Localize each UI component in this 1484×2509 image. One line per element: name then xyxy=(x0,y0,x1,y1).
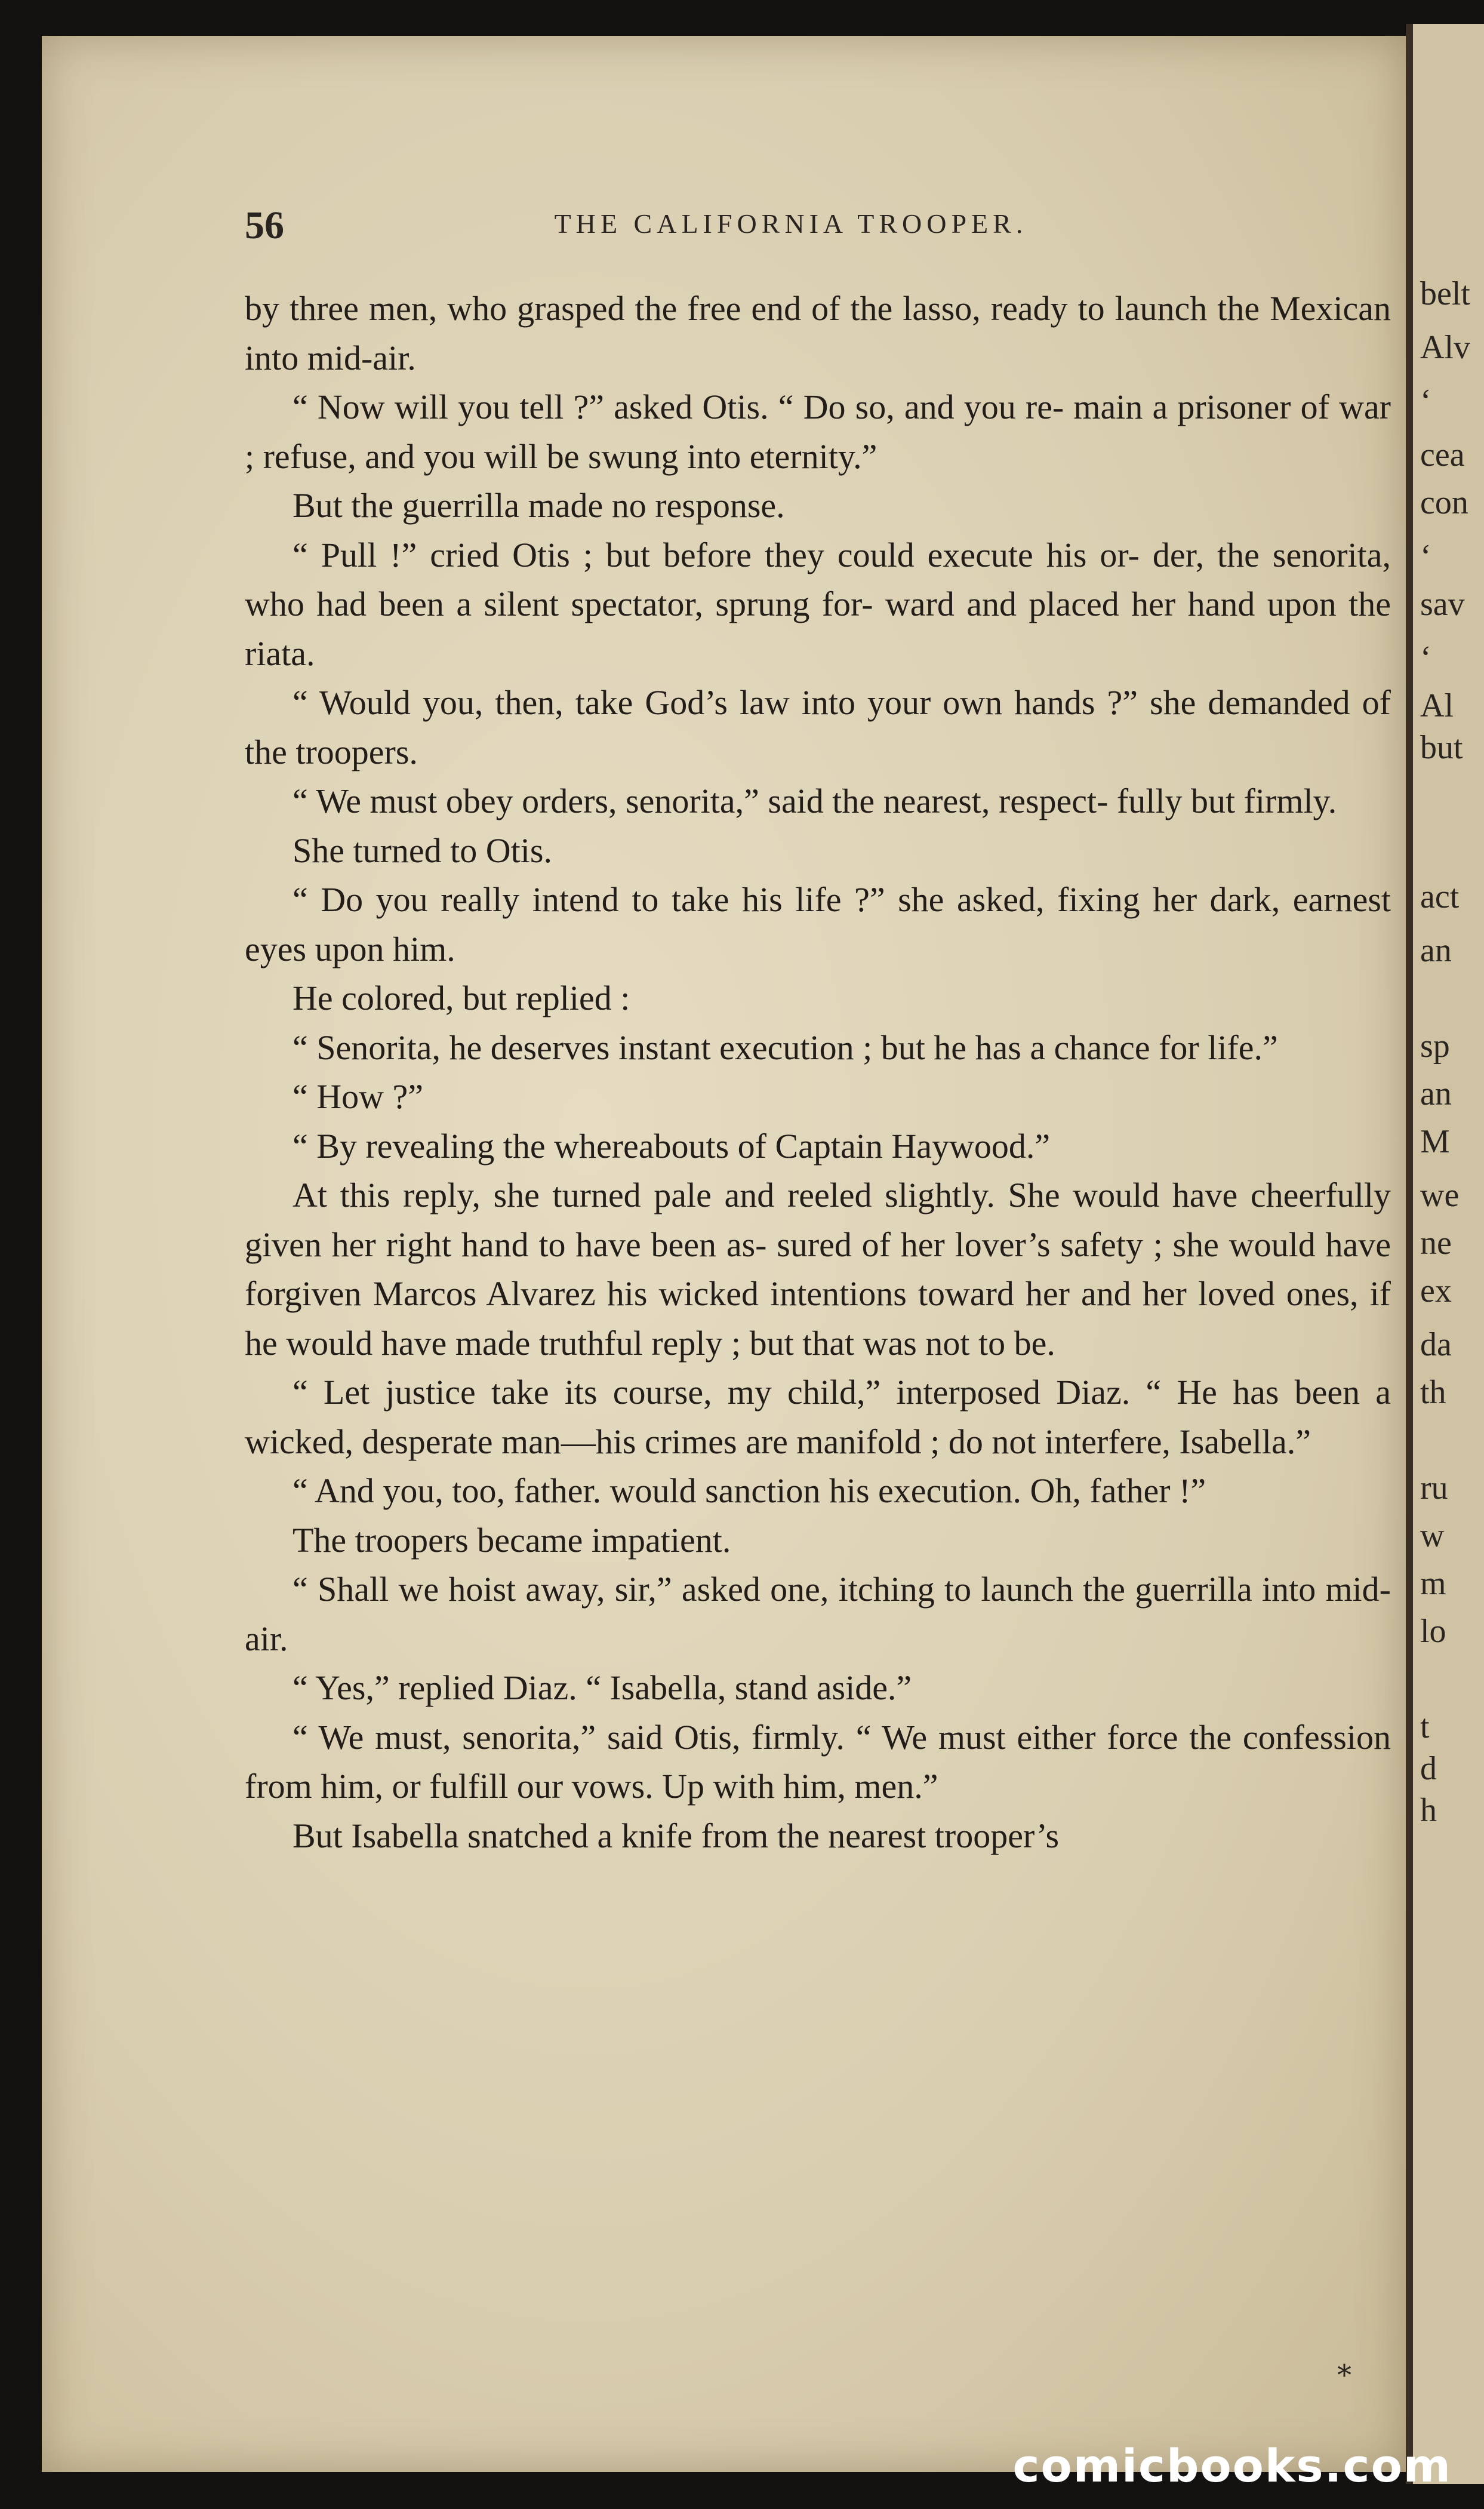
facing-page-fragment: d xyxy=(1420,1750,1437,1787)
paragraph: “ By revealing the whereabouts of Captain Haywood.” xyxy=(293,1126,1051,1166)
facing-page-fragment: an xyxy=(1420,1075,1452,1112)
facing-page-fragment: ‘ xyxy=(1420,538,1431,575)
paragraph: The troopers became impatient. xyxy=(293,1520,731,1560)
body-text xyxy=(245,284,1391,2284)
facing-page-fragment: Al xyxy=(1420,687,1454,724)
facing-page-fragment: but xyxy=(1420,729,1463,766)
paragraph: He colored, but replied : xyxy=(293,979,630,1017)
facing-page-fragment: lo xyxy=(1420,1613,1446,1650)
facing-page-fragment: t xyxy=(1420,1708,1430,1745)
paragraph: She turned to Otis. xyxy=(293,831,552,870)
facing-page-fragment: h xyxy=(1420,1792,1437,1829)
paragraph: “ Let justice take its course, my child,” interposed Diaz. “ He has been a wicked, desperate man—his crimes are manifold ; do not interfere, Isabella.” xyxy=(245,1373,1391,1461)
page-header xyxy=(197,203,1385,251)
paragraph: But Isabella snatched a knife from the nearest trooper’s xyxy=(293,1816,1060,1855)
facing-page-edge xyxy=(1413,24,1484,2484)
paragraph: “ We must, senorita,” said Otis, firmly. “ We must either force the confession from him, or fulfill our vows. Up with him, men.” xyxy=(245,1717,1391,1806)
facing-page-fragment: con xyxy=(1420,484,1468,521)
site-watermark: comicbooks.com xyxy=(1012,2439,1452,2492)
paragraph: “ Do you really intend to take his life ?” she asked, fixing her dark, earnest eyes upon him. xyxy=(245,880,1391,968)
facing-page-fragment: act xyxy=(1420,878,1460,915)
facing-page-fragment: we xyxy=(1420,1177,1460,1214)
facing-page-fragment: m xyxy=(1420,1565,1446,1602)
facing-page-fragment: ru xyxy=(1420,1469,1448,1506)
facing-page-fragment: cea xyxy=(1420,436,1465,473)
paragraph: But the guerrilla made no response. xyxy=(293,486,785,525)
running-title: THE CALIFORNIA TROOPER. xyxy=(554,208,1028,239)
paragraph: “ Would you, then, take God’s law into your own hands ?” she demanded of the troopers. xyxy=(245,683,1391,771)
facing-page-fragment: da xyxy=(1420,1326,1452,1363)
facing-page-fragment: an xyxy=(1420,932,1452,969)
paragraph: “ Now will you tell ?” asked Otis. “ Do so, and you re- main a prisoner of war ; refuse, and you will be swung into eternity.” xyxy=(245,388,1391,476)
facing-page-fragment: ‘ xyxy=(1420,639,1431,677)
facing-page-fragment: w xyxy=(1420,1517,1445,1554)
facing-page-fragment: sp xyxy=(1420,1028,1450,1065)
facing-page-fragment: Alv xyxy=(1420,329,1470,366)
facing-page-fragment: ex xyxy=(1420,1272,1452,1309)
facing-page-fragment: belt xyxy=(1420,275,1470,312)
paragraph: “ We must obey orders, senorita,” said the nearest, respect- fully but firmly. xyxy=(293,782,1337,820)
paragraph: “ And you, too, father. would sanction his execution. Oh, father !” xyxy=(293,1471,1206,1510)
paragraph: “ Pull !” cried Otis ; but before they could execute his or- der, the senorita, who had been a silent spectator, sprung for- ward and placed her hand upon the riata. xyxy=(245,535,1391,673)
paragraph: “ How ?” xyxy=(293,1077,424,1116)
paragraph: “ Shall we hoist away, sir,” asked one, itching to launch the guerrilla into mid-air. xyxy=(245,1570,1391,1658)
paragraph: At this reply, she turned pale and reeled slightly. She would have cheerfully given her right hand to have been as- sured of her lover’s safety ; she would have forgiven Marcos Alvarez his wicked intentions toward her and her loved ones, if he would have made truthful reply ; but that was not to be. xyxy=(245,1176,1391,1363)
paragraph: “ Yes,” replied Diaz. “ Isabella, stand aside.” xyxy=(293,1668,912,1707)
footer-mark: * xyxy=(1337,2359,1351,2392)
book-spine xyxy=(1406,24,1413,2484)
facing-page-fragment: ne xyxy=(1420,1225,1452,1262)
facing-page-fragment: ‘ xyxy=(1420,383,1431,420)
facing-page-fragment: M xyxy=(1420,1123,1450,1160)
facing-page-fragment: sav xyxy=(1420,586,1465,623)
paragraph: by three men, who grasped the free end of the lasso, ready to launch the Mexican into mid-air. xyxy=(245,289,1391,377)
paragraph: “ Senorita, he deserves instant execution ; but he has a chance for life.” xyxy=(293,1028,1278,1067)
page-number: 56 xyxy=(245,204,284,247)
facing-page-fragment: th xyxy=(1420,1374,1446,1411)
